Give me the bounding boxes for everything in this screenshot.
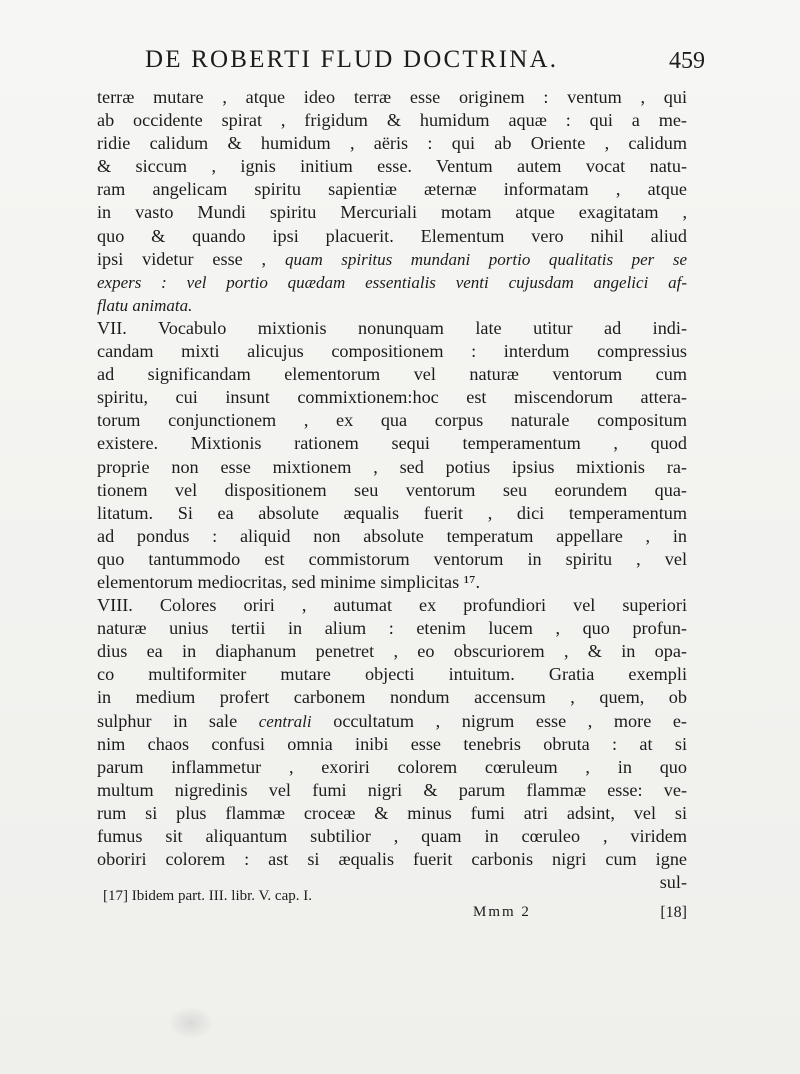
section-viii-line-6	[97, 710, 687, 733]
section-viii-line-3: dius ea in diaphanum penetret , eo obscuriorem , & in opa-	[97, 641, 687, 662]
section-viii-line-6-italic: centrali	[258, 711, 312, 731]
text-line-3: ridie calidum & humidum , aëris : qui ab Oriente , calidum	[97, 133, 687, 154]
text-line-8-roman: ipsi videtur esse ,	[97, 248, 285, 269]
text-line-7: quo & quando ipsi placuerit. Elementum vero nihil aliud	[97, 225, 687, 246]
section-viii-line-10: rum si plus flammæ croceæ & minus fumi atri adsint, vel si	[97, 802, 687, 823]
section-vii-line-11: quo tantummodo est commistorum ventorum in spiritu , vel	[97, 548, 687, 569]
next-page-reference: [18]	[660, 904, 687, 921]
section-vii-line-6: existere. Mixtionis rationem sequi temperamentum , quod	[97, 433, 687, 454]
text-line-6: in vasto Mundi spiritu Mercuriali motam atque exagitatam ,	[97, 202, 687, 223]
section-vii-line-1: VII. Vocabulo mixtionis nonunquam late utitur ad indi-	[97, 317, 687, 338]
text-line-1: terræ mutare , atque ideo terræ esse originem : ventum , qui	[97, 87, 687, 107]
text-line-8-italic: quam spiritus mundani portio qualitatis per se	[284, 249, 687, 269]
section-vii-line-3: ad significandam elementorum vel naturæ ventorum cum	[97, 364, 687, 385]
text-line-2: ab occidente spirat , frigidum & humidum aquæ : qui a me-	[97, 110, 687, 131]
section-vii-line-12: elementorum mediocritas, sed minime simplicitas ¹⁷.	[97, 571, 481, 592]
section-vii-line-7: proprie non esse mixtionem , sed potius ipsius mixtionis ra-	[97, 456, 687, 477]
section-vii-line-2: candam mixti alicujus compositionem : interdum compressius	[97, 341, 687, 362]
page-number: 459	[669, 48, 705, 74]
section-vii-line-10: ad pondus : aliquid non absolute temperatum appellare , in	[97, 525, 687, 546]
section-viii-line-9: multum nigredinis vel fumi nigri & parum flammæ esse: ve-	[97, 779, 687, 800]
paper-stain	[170, 1008, 212, 1038]
section-viii-line-7: nim chaos confusi omnia inibi esse tenebris obruta : at si	[97, 733, 687, 754]
text-line-4: & siccum , ignis initium esse. Ventum autem vocat natu-	[97, 156, 687, 177]
text-line-10: flatu animata.	[97, 295, 193, 315]
text-line-8	[97, 248, 687, 271]
section-viii-line-6-before: sulphur in sale	[97, 710, 259, 731]
section-viii-line-11: fumus sit aliquantum subtilior , quam in cœruleo , viridem	[97, 826, 687, 846]
text-line-5: ram angelicam spiritu sapientiæ æternæ informatam , atque	[97, 179, 687, 200]
running-head	[145, 46, 705, 80]
section-viii-line-2: naturæ unius tertii in alium : etenim lucem , quo profun-	[97, 618, 687, 639]
catchword-line: sul-	[659, 872, 687, 893]
section-viii-line-4: co multiformiter mutare objecti intuitum. Gratia exempli	[97, 664, 687, 685]
body-text	[97, 86, 687, 894]
section-viii-line-8: parum inflammetur , exoriri colorem cœruleum , in quo	[97, 756, 687, 777]
page-title: DE ROBERTI FLUD DOCTRINA.	[145, 46, 559, 73]
section-viii-line-5: in medium profert carbonem nondum accensum , quem, ob	[97, 687, 687, 708]
page-footer	[103, 888, 687, 936]
section-viii-line-12: oboriri colorem : ast si æqualis fuerit carbonis nigri cum igne	[97, 849, 687, 870]
section-vii-line-4: spiritu, cui insunt commixtionem:hoc est miscendorum attera-	[97, 387, 687, 408]
signature-mark: Mmm 2	[473, 904, 531, 920]
section-viii-line-6-after: occultatum , nigrum esse , more e-	[311, 710, 687, 731]
section-vii-line-8: tionem vel dispositionem seu ventorum seu eorundem qua-	[97, 479, 687, 500]
section-vii-line-5: torum conjunctionem , ex qua corpus naturale compositum	[97, 410, 687, 431]
section-vii-line-9: litatum. Si ea absolute æqualis fuerit , dici temperamentum	[97, 502, 687, 523]
section-viii-line-1: VIII. Colores oriri , autumat ex profundiori vel superiori	[97, 595, 687, 616]
text-line-9: expers : vel portio quædam essentialis venti cujusdam angelici af-	[97, 272, 687, 292]
footnote: [17] Ibidem part. III. libr. V. cap. I.	[103, 888, 312, 904]
